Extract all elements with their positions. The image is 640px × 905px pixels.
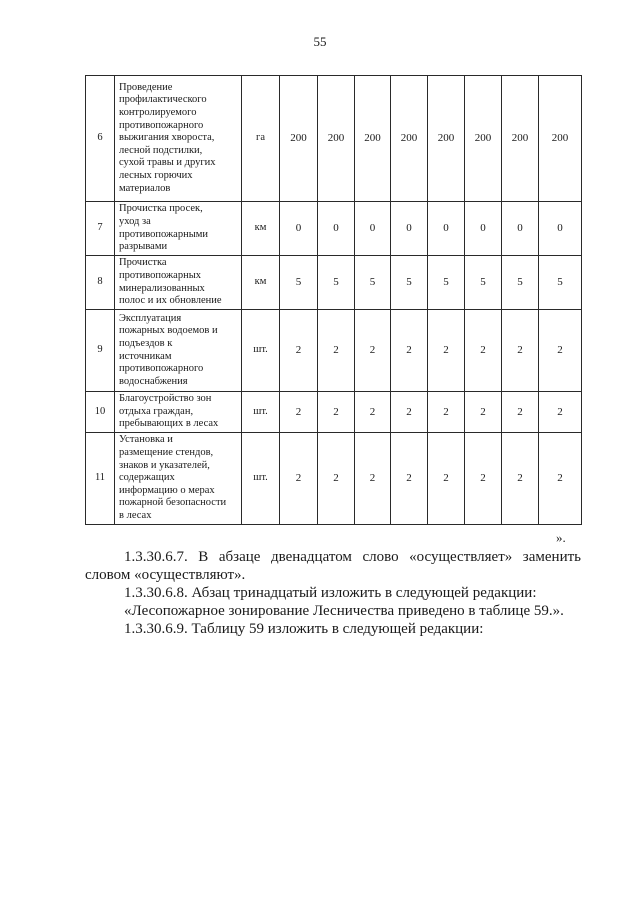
- description-line: Проведение: [119, 81, 173, 93]
- row-number: 8: [86, 256, 115, 310]
- value-cell: 2: [502, 392, 539, 433]
- value-cell: 2: [502, 310, 539, 392]
- description-line: полос и их обновление: [119, 295, 222, 307]
- value-cell: 2: [428, 310, 465, 392]
- value-cell: 200: [280, 76, 318, 202]
- value-cell: 2: [391, 392, 428, 433]
- value-cell: 2: [318, 310, 355, 392]
- value-cell: 2: [318, 433, 355, 525]
- closing-quote: ».: [556, 530, 566, 545]
- value-cell: 2: [391, 433, 428, 525]
- value-cell: 0: [539, 202, 582, 256]
- value-cell: 5: [280, 256, 318, 310]
- paragraph-line: «Лесопожарное зонирование Лесничества приведено в таблице 59.».: [124, 603, 564, 619]
- unit-cell: га: [242, 76, 280, 202]
- description-line: противопожарного: [119, 119, 204, 131]
- table-row: [86, 256, 582, 310]
- description-line: уход за: [119, 215, 151, 227]
- description-line: выжигания хвороста,: [119, 132, 215, 144]
- value-cell: 0: [391, 202, 428, 256]
- table-row: [86, 392, 582, 433]
- measure-description: [115, 202, 242, 256]
- value-cell: 200: [465, 76, 502, 202]
- description-line: Прочистка просек,: [119, 203, 203, 215]
- description-line: сухой травы и других: [119, 157, 216, 169]
- description-line: подъездов к: [119, 337, 173, 349]
- description-line: контролируемого: [119, 107, 197, 119]
- value-cell: 200: [318, 76, 355, 202]
- paragraph-1-3-30-6-9: [85, 620, 581, 638]
- fire-prevention-table: [85, 75, 582, 525]
- value-cell: 5: [465, 256, 502, 310]
- table-row: [86, 310, 582, 392]
- value-cell: 200: [502, 76, 539, 202]
- value-cell: 5: [502, 256, 539, 310]
- description-line: Эксплуатация: [119, 312, 182, 324]
- page-number: 55: [313, 34, 327, 49]
- description-line: лесной подстилки,: [119, 144, 203, 156]
- value-cell: 2: [391, 310, 428, 392]
- description-line: материалов: [119, 182, 171, 194]
- unit-cell: шт.: [242, 392, 280, 433]
- value-cell: 2: [280, 433, 318, 525]
- description-line: источникам: [119, 350, 172, 362]
- unit-cell: шт.: [242, 310, 280, 392]
- paragraph-line: словом «осуществляют».: [85, 567, 246, 583]
- paragraph-line: 1.3.30.6.7. В абзаце двенадцатом слово «осуществляет» заменить: [124, 549, 581, 565]
- value-cell: 0: [280, 202, 318, 256]
- description-line: пожарных водоемов и: [119, 325, 218, 337]
- description-line: водоснабжения: [119, 375, 188, 387]
- description-line: отдыха граждан,: [119, 405, 194, 417]
- value-cell: 2: [355, 433, 391, 525]
- value-cell: 200: [355, 76, 391, 202]
- description-line: знаков и указателей,: [119, 459, 210, 471]
- paragraph-line: 1.3.30.6.8. Абзац тринадцатый изложить в следующей редакции:: [124, 585, 537, 601]
- value-cell: 5: [428, 256, 465, 310]
- value-cell: 0: [465, 202, 502, 256]
- measure-description: [115, 256, 242, 310]
- value-cell: 200: [428, 76, 465, 202]
- description-line: противопожарных: [119, 269, 202, 281]
- value-cell: 2: [502, 433, 539, 525]
- table-row: [86, 433, 582, 525]
- row-number: 7: [86, 202, 115, 256]
- description-line: размещение стендов,: [119, 447, 214, 459]
- value-cell: 2: [280, 310, 318, 392]
- paragraph-1-3-30-6-7: [85, 548, 581, 584]
- description-line: содержащих: [119, 472, 175, 484]
- row-number: 11: [86, 433, 115, 525]
- row-number: 9: [86, 310, 115, 392]
- value-cell: 2: [539, 392, 582, 433]
- description-line: информацию о мерах: [119, 484, 215, 496]
- value-cell: 0: [428, 202, 465, 256]
- paragraph-line: 1.3.30.6.9. Таблицу 59 изложить в следующей редакции:: [124, 621, 484, 637]
- paragraph-1-3-30-6-8: [85, 584, 581, 602]
- value-cell: 200: [391, 76, 428, 202]
- description-line: лесных горючих: [119, 169, 193, 181]
- description-line: разрывами: [119, 241, 168, 253]
- measure-description: [115, 433, 242, 525]
- measure-description: [115, 310, 242, 392]
- value-cell: 5: [318, 256, 355, 310]
- value-cell: 0: [318, 202, 355, 256]
- description-line: противопожарного: [119, 363, 204, 375]
- value-cell: 0: [355, 202, 391, 256]
- unit-cell: км: [242, 202, 280, 256]
- value-cell: 2: [539, 310, 582, 392]
- description-line: минерализованных: [119, 282, 205, 294]
- value-cell: 2: [465, 433, 502, 525]
- value-cell: 0: [502, 202, 539, 256]
- unit-cell: км: [242, 256, 280, 310]
- table-row: [86, 76, 582, 202]
- row-number: 10: [86, 392, 115, 433]
- description-line: профилактического: [119, 94, 207, 106]
- description-line: Прочистка: [119, 257, 167, 269]
- measure-description: [115, 76, 242, 202]
- value-cell: 5: [539, 256, 582, 310]
- value-cell: 2: [428, 392, 465, 433]
- value-cell: 2: [318, 392, 355, 433]
- value-cell: 2: [355, 310, 391, 392]
- description-line: Благоустройство зон: [119, 393, 212, 405]
- value-cell: 5: [355, 256, 391, 310]
- description-line: пожарной безопасности: [119, 497, 227, 509]
- value-cell: 2: [539, 433, 582, 525]
- value-cell: 2: [280, 392, 318, 433]
- description-line: противопожарными: [119, 228, 209, 240]
- table-row: [86, 202, 582, 256]
- description-line: Установка и: [119, 434, 173, 446]
- value-cell: 5: [391, 256, 428, 310]
- paragraph-zoning-quote: [85, 602, 581, 620]
- value-cell: 2: [465, 392, 502, 433]
- value-cell: 200: [539, 76, 582, 202]
- table-body: [86, 76, 582, 525]
- measure-description: [115, 392, 242, 433]
- description-line: в лесах: [119, 509, 152, 521]
- unit-cell: шт.: [242, 433, 280, 525]
- value-cell: 2: [465, 310, 502, 392]
- value-cell: 2: [355, 392, 391, 433]
- description-line: пребывающих в лесах: [119, 418, 219, 430]
- row-number: 6: [86, 76, 115, 202]
- value-cell: 2: [428, 433, 465, 525]
